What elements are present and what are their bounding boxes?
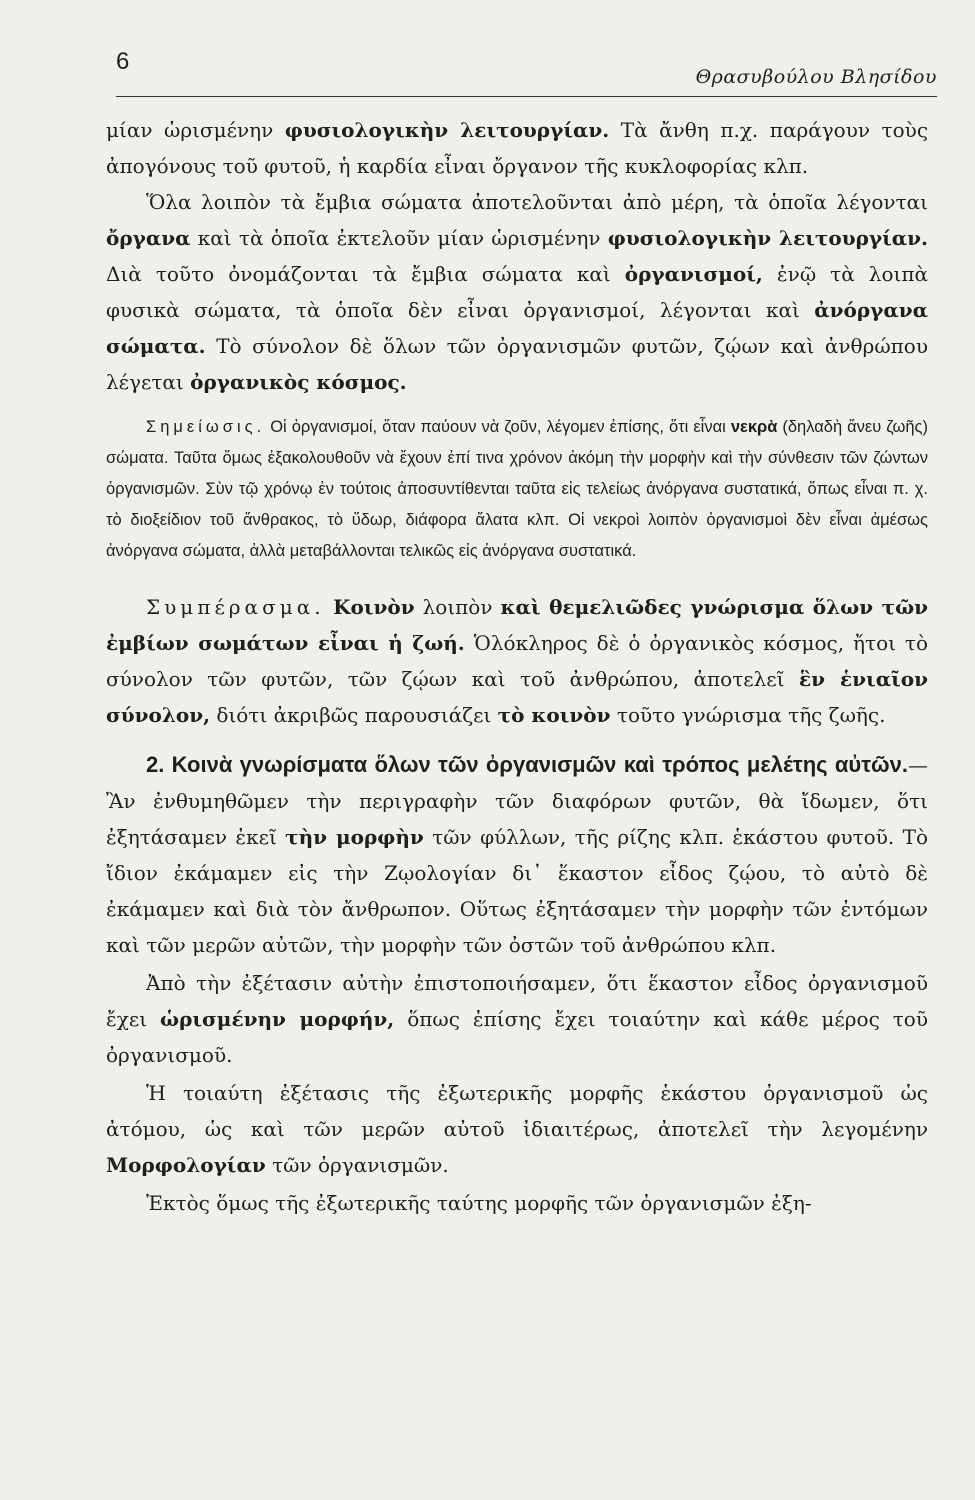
p6-text-c: τῶν ὀργανισμῶν. — [265, 1153, 449, 1177]
paragraph-2 — [106, 184, 928, 400]
p5-text-c: ὅπως ἐπίσης ἔχει τοιαύτην καὶ κάθε μέρος τοῦ ὀργανισμοῦ. — [106, 1007, 929, 1067]
p2-text-i: Τὸ σύνολον δὲ ὅλων τῶν ὀργανισμῶν φυτῶν, ζῴων καὶ ἀνθρώπου λέγεται — [106, 334, 928, 394]
conclusion-bold-c: καὶ θεμελιῶδες γνώρισμα ὅλων τῶν ἐμβίων σωμάτων εἶναι ἡ ζωή. — [106, 595, 928, 655]
conclusion-bold-a: Κοινὸν — [324, 595, 415, 619]
conclusion-label: Συμπέρασμα. — [146, 595, 325, 619]
conclusion-text-f: διότι ἀκριβῶς παρουσιάζει — [210, 703, 498, 727]
section-2-text-a: —Ἂν ἐνθυμηθῶμεν τὴν περιγραφὴν τῶν διαφόρων φυτῶν, θὰ ἴδωμεν, ὅτι ἐξητάσαμεν ἐκεῖ — [106, 753, 928, 849]
p2-term-function: φυσιολογικὴν λειτουργίαν. — [607, 226, 928, 250]
note-label: Σημείωσις. — [146, 418, 266, 436]
note-text-a: Οἱ ὀργανισμοί, ὅταν παύουν νὰ ζοῦν, λέγομεν ἐπίσης, ὅτι εἶναι — [265, 418, 731, 436]
p2-term-organa: ὄργανα — [106, 226, 191, 250]
p7-text: Ἐκτὸς ὅμως τῆς ἐξωτερικῆς ταύτης μορφῆς τῶν ὀργανισμῶν ἐξη- — [146, 1191, 812, 1215]
p2-text-a: Ὅλα λοιπὸν τὰ ἔμβια σώματα ἀποτελοῦνται ἀπὸ μέρη, τὰ ὁποῖα λέγονται — [146, 190, 928, 214]
p2-term-organic-world: ὀργανικὸς κόσμος. — [190, 370, 407, 394]
section-2-paragraph — [106, 747, 928, 963]
section-2-term-form: τὴν μορφὴν — [285, 825, 424, 849]
p2-text-g: ἐνῷ τὰ λοιπὰ φυσικὰ σώματα, τὰ ὁποῖα δὲν εἶναι ὀργανισμοί, λέγονται καὶ — [106, 262, 928, 322]
section-2-heading: 2. Κοινὰ γνωρίσματα ὅλων τῶν ὀργανισμῶν καὶ τρόπος μελέτης αὐτῶν. — [146, 752, 908, 777]
p2-term-organisms: ὀργανισμοί, — [624, 262, 763, 286]
conclusion-bold-e: ἓν ἑνιαῖον σύνολον, — [106, 667, 928, 727]
p2-text-e: Διὰ τοῦτο ὀνομάζονται τὰ ἔμβια σώματα καὶ — [106, 262, 625, 286]
conclusion-bold-g: τὸ κοινὸν — [497, 703, 611, 727]
page-number: 6 — [116, 48, 130, 75]
p2-term-inorganic: ἀνόργανα σώματα. — [106, 298, 928, 358]
note-text-c: (δηλαδὴ ἄνευ ζωῆς) σώματα. Ταῦτα ὅμως ἐξακολουθοῦν νὰ ἔχουν ἐπί τινα χρόνον ἀκόμη τὴν μορφὴν καὶ τὴν σύνθεσιν τῶν ζώντων ὀργανισμῶν. Σὺν τῷ χρόνῳ ἐν τούτοις ἀποσυντίθενται ταῦτα εἰς τελείως ἀνόργανα συστατικά, ὅπως εἶναι π. χ. τὸ διοξείδιον τοῦ ἄνθρακος, τὸ ὕδωρ, διάφορα ἄλατα κλπ. Οἱ νεκροὶ λοιπὸν ὀργανισμοὶ δὲν εἶναι ἀμέσως ἀνόργανα σώματα, ἀλλὰ μεταβάλλονται τελικῶς εἰς ἀνόργανα συστατικά. — [106, 418, 928, 560]
p6-text-a: Ἡ τοιαύτη ἐξέτασις τῆς ἐξωτερικῆς μορφῆς ἑκάστου ὀργανισμοῦ ὡς ἀτόμου, ὡς καὶ τῶν μερῶν αὐτοῦ ἰδιαιτέρως, ἀποτελεῖ τὴν λεγομένην — [106, 1081, 928, 1141]
conclusion-text-d: Ὁλόκληρος δὲ ὁ ὀργανικὸς κόσμος, ἤτοι τὸ σύνολον τῶν φυτῶν, τῶν ζῴων καὶ τοῦ ἀνθρώπου, ἀποτελεῖ — [106, 631, 928, 691]
paragraph-6 — [106, 1075, 928, 1183]
p5-text-a: Ἀπὸ τὴν ἐξέτασιν αὐτὴν ἐπιστοποιήσαμεν, ὅτι ἕκαστον εἶδος ὀργανισμοῦ ἔχει — [106, 971, 928, 1031]
note-paragraph — [106, 412, 928, 567]
p1-text-end: Τὰ ἄνθη π.χ. παράγουν τοὺς ἀπογόνους τοῦ φυτοῦ, ἡ καρδία εἶναι ὄργανον τῆς κυκλοφορίας κλπ. — [106, 118, 929, 178]
section-2-text-c: τῶν φύλλων, τῆς ρίζης κλπ. ἑκάστου φυτοῦ. Τὸ ἴδιον ἐκάμαμεν εἰς τὴν Ζῳολογίαν δι᾿ ἕκαστον εἶδος ζῴου, τὸ αὐτὸ δὲ ἐκάμαμεν καὶ διὰ τὸν ἄνθρωπον. Οὕτως ἐξητάσαμεν τὴν μορφὴν τῶν ἐντόμων καὶ τῶν μερῶν αὐτῶν, τὴν μορφὴν τῶν ὀστῶν τοῦ ἀνθρώπου κλπ. — [106, 825, 928, 957]
note-term-dead: νεκρὰ — [730, 418, 778, 436]
p1-text: μίαν ὡρισμένην — [106, 118, 285, 142]
p2-text-c: καὶ τὰ ὁποῖα ἐκτελοῦν μίαν ὡρισμένην — [190, 226, 608, 250]
p5-term-definite-form: ὡρισμένην μορφήν, — [160, 1007, 395, 1031]
paragraph-1 — [106, 112, 928, 184]
conclusion-text-b: λοιπὸν — [414, 595, 501, 619]
conclusion-paragraph — [106, 589, 928, 733]
running-head: Θρασυβούλου Βλησίδου — [695, 66, 937, 88]
paragraph-5 — [106, 965, 928, 1073]
page-content — [106, 112, 928, 1221]
p6-term-morphology: Μορφολογίαν — [106, 1153, 266, 1177]
paragraph-7 — [106, 1185, 928, 1221]
p1-bold-term: φυσιολογικὴν λειτουργίαν. — [284, 118, 610, 142]
conclusion-text-h: τοῦτο γνώρισμα τῆς ζωῆς. — [610, 703, 886, 727]
header-rule — [116, 96, 937, 97]
